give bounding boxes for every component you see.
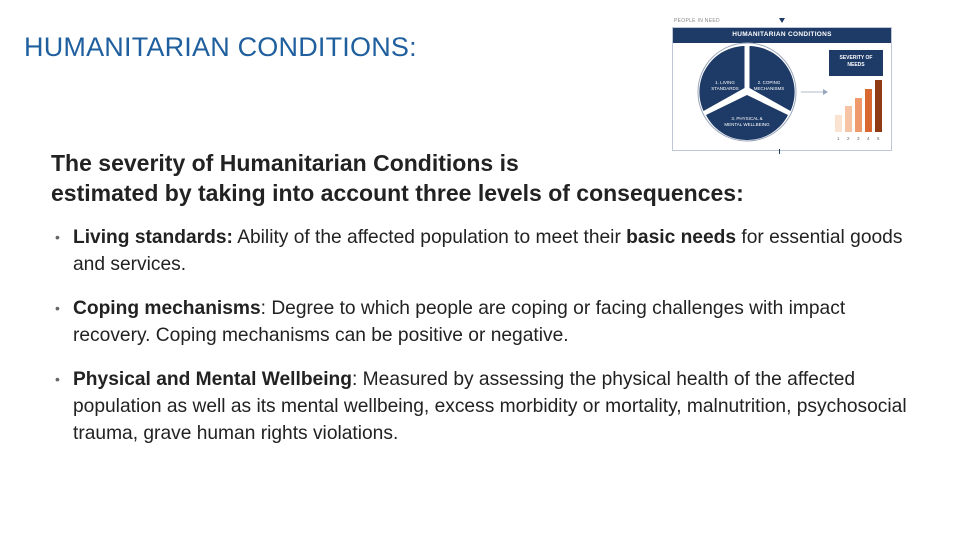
thumbnail-figure: [670, 18, 894, 154]
bullet-item: [51, 366, 911, 447]
segment-2-label-line-1: 2. COPING: [757, 80, 781, 85]
thumbnail-title: HUMANITARIAN CONDITIONS: [732, 31, 832, 38]
bullet-icon: •: [55, 371, 60, 387]
connector-arrow-icon: [823, 89, 828, 95]
consequences-list: [51, 224, 911, 447]
thumbnail-card: [672, 27, 892, 151]
severity-bar: [865, 89, 872, 132]
severity-tick-label: 4: [867, 136, 870, 141]
severity-tick-label: 1: [837, 136, 840, 141]
severity-tick-label: 2: [847, 136, 850, 141]
bullet-bold-text: Living standards:: [73, 227, 233, 248]
severity-tick-label: 5: [877, 136, 880, 141]
thumbnail-corner-label: PEOPLE IN NEED: [674, 18, 720, 24]
segment-3-label-line-1: 3. PHYSICAL &: [731, 116, 763, 121]
down-arrow-icon: [779, 18, 785, 23]
severity-bar: [855, 98, 862, 132]
bullet-bold-text: Coping mechanisms: [73, 298, 261, 319]
bullet-bold-text: Physical and Mental Wellbeing: [73, 369, 352, 390]
severity-bars: [829, 80, 885, 132]
segment-1-label-line-1: 1. LIVING: [715, 80, 735, 85]
severity-ticks: [829, 136, 885, 144]
intro-line-2: estimated by taking into account three levels of consequences:: [51, 180, 744, 206]
intro-paragraph: [51, 148, 911, 208]
segment-3-label-line-2: MENTAL WELLBEING: [724, 122, 770, 127]
badge-line-1: SEVERITY OF: [839, 55, 873, 61]
bullet-text: for essential goods and services.: [73, 227, 903, 275]
severity-tick-label: 3: [857, 136, 860, 141]
segment-2-label-line-2: MECHANISMS: [753, 86, 785, 91]
bullet-icon: •: [55, 300, 60, 316]
bullet-item: [51, 224, 911, 278]
severity-bar: [835, 115, 842, 132]
slide-title: HUMANITARIAN CONDITIONS:: [24, 32, 417, 62]
severity-bar: [845, 106, 852, 132]
segment-1-label-line-2: STANDARDS: [711, 86, 739, 91]
bullet-text: Ability of the affected population to meet their: [232, 227, 627, 248]
severity-of-needs-badge: [829, 50, 883, 76]
bullet-item: [51, 295, 911, 349]
bullet-text: : Measured by assessing the physical health of the affected population as well as its mental wellbeing, excess morbidity or mortality, malnutrition, psychosocial trauma, grave human rights violations.: [73, 369, 907, 444]
bullet-bold-text: basic needs: [626, 227, 737, 248]
severity-bar: [875, 80, 882, 132]
intro-line-1: The severity of Humanitarian Conditions is: [51, 150, 519, 176]
bullet-text: : Degree to which people are coping or facing challenges with impact recovery. Coping mechanisms can be positive or negative.: [73, 298, 846, 346]
bullet-icon: •: [55, 229, 60, 245]
badge-line-2: NEEDS: [847, 62, 865, 68]
